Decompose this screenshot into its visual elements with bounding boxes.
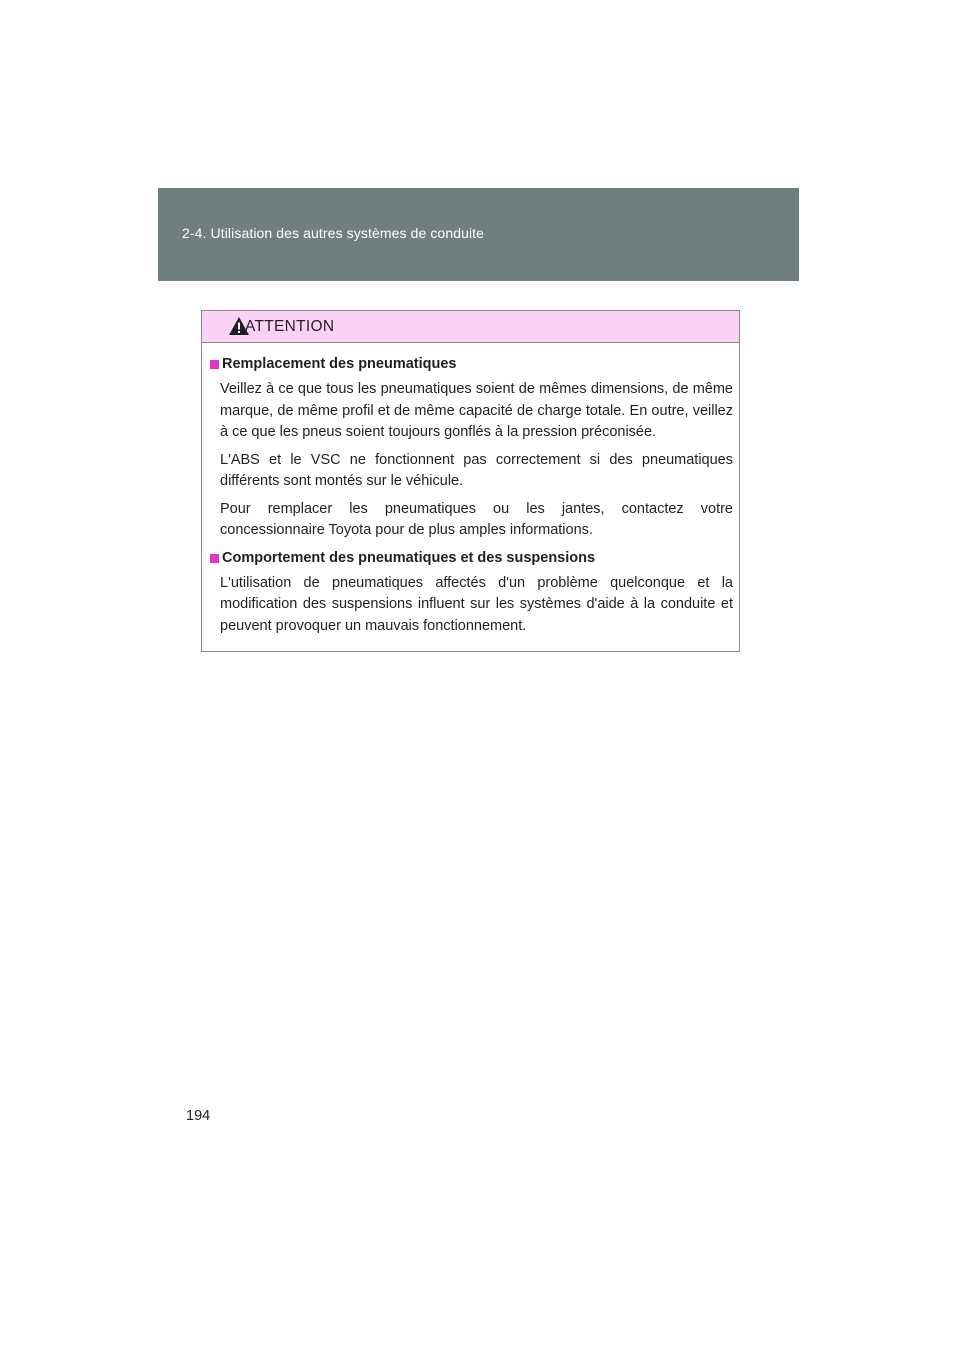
- square-bullet-icon: [210, 554, 219, 563]
- paragraph: Veillez à ce que tous les pneumatiques soient de mêmes dimensions, de même marque, de même profil et de même capacité de charge totale. En outre, veillez à ce que les pneus soient toujours gonflés à la pression préconisée.: [220, 381, 733, 440]
- section-heading-text: Remplacement des pneumatiques: [222, 356, 457, 372]
- paragraph: L'ABS et le VSC ne fonctionnent pas correctement si des pneumatiques différents sont montés sur le véhicule.: [220, 451, 733, 489]
- section-heading-text: Comportement des pneumatiques et des suspensions: [222, 549, 596, 566]
- section-heading-tire-replacement: [210, 354, 733, 375]
- paragraph: Pour remplacer les pneumatiques ou les jantes, contactez votre concessionnaire Toyota pour de plus amples informations.: [220, 500, 733, 538]
- section-heading-tire-suspension-behavior: [210, 548, 733, 569]
- square-bullet-icon: [210, 360, 219, 369]
- warning-header: [202, 311, 739, 343]
- page-number: 194: [186, 1108, 211, 1124]
- paragraph: L'utilisation de pneumatiques affectés d'un problème quelconque et la modification des suspensions influent sur les systèmes d'aide à la conduite et peuvent provoquer un mauvais fonctionnement.: [220, 574, 733, 634]
- section-title: 2-4. Utilisation des autres systèmes de conduite: [182, 225, 485, 241]
- warning-body: [202, 343, 739, 637]
- warning-title: ATTENTION: [245, 318, 335, 335]
- section-header-band: [158, 188, 799, 281]
- warning-box: [201, 310, 740, 652]
